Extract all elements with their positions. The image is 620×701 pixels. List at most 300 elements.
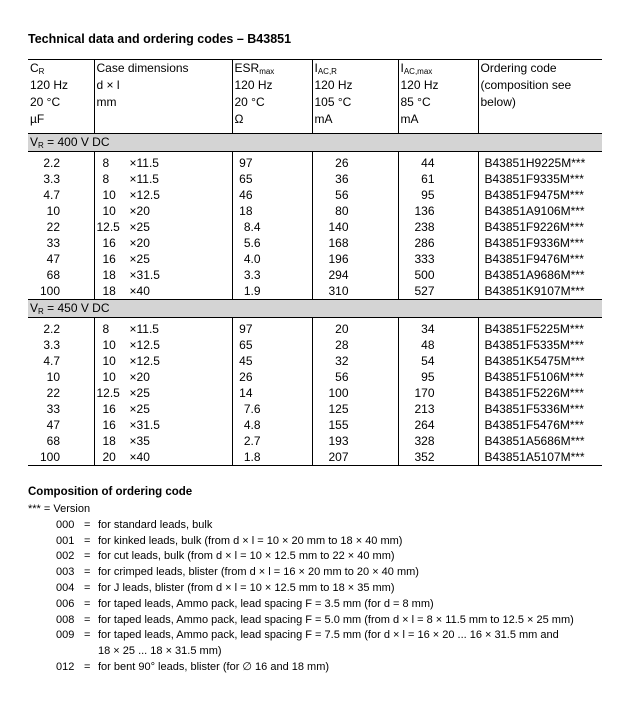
esr-cell — [232, 283, 312, 300]
iac-max-cell — [398, 385, 478, 401]
table-row — [28, 417, 602, 433]
header-subscript: AC,R — [317, 67, 337, 76]
iac-r-value: 207 — [328, 450, 349, 464]
esr-cell — [232, 433, 312, 449]
header-cell — [232, 94, 312, 111]
equals-sign: = — [84, 597, 91, 610]
header-label: below) — [480, 95, 516, 109]
iac-max-cell — [398, 337, 478, 353]
voltage-subscript: R — [38, 307, 44, 316]
version-item — [28, 518, 574, 534]
capacitance-value: 100 — [39, 450, 60, 464]
table-row — [28, 337, 602, 353]
composition-title: Composition of ordering code — [28, 486, 193, 498]
iac-max-value: 44 — [421, 156, 435, 170]
iac-max-value: 333 — [414, 252, 435, 266]
length-value: 40 — [136, 284, 150, 298]
case-dimensions-cell — [94, 401, 232, 417]
length-value: 25 — [136, 402, 150, 416]
iac-r-value: 193 — [328, 434, 349, 448]
case-dimensions-cell — [94, 187, 232, 203]
case-dimensions-cell — [94, 219, 232, 235]
ordering-code: B43851F9476M*** — [484, 252, 584, 266]
version-item — [28, 660, 574, 676]
length-value: 12.5 — [136, 338, 160, 352]
iac-max-cell — [398, 267, 478, 283]
esr-cell — [232, 401, 312, 417]
ordering-code: B43851F5106M*** — [484, 370, 584, 384]
ordering-code: B43851A9106M*** — [484, 204, 585, 218]
times-sign: × — [129, 402, 137, 416]
capacitance-value: 68 — [46, 268, 60, 282]
diameter-value: 10 — [102, 370, 116, 384]
iac-r-cell — [312, 187, 398, 203]
ordering-code: B43851F9475M*** — [484, 188, 584, 202]
times-sign: × — [129, 386, 137, 400]
iac-max-value: 170 — [414, 386, 435, 400]
times-sign: × — [129, 172, 137, 186]
ordering-code-cell — [478, 449, 602, 466]
capacitance-cell — [28, 251, 94, 267]
ordering-code-cell — [478, 417, 602, 433]
capacitance-value: 2.2 — [43, 156, 60, 170]
length-value: 20 — [136, 370, 150, 384]
length-value: 20 — [136, 204, 150, 218]
version-description: for kinked leads, bulk (from d × l = 10 × 20 mm to 18 × 40 mm) — [98, 534, 403, 547]
table-row — [28, 433, 602, 449]
capacitance-cell — [28, 401, 94, 417]
header-label: C — [30, 61, 39, 75]
case-dimensions-cell — [94, 417, 232, 433]
header-cell — [478, 94, 602, 111]
esr-value: 65 — [239, 338, 253, 352]
capacitance-cell — [28, 318, 94, 338]
ordering-code-cell — [478, 171, 602, 187]
equals-sign: = — [84, 613, 91, 626]
header-cell — [28, 77, 94, 94]
esr-value: 1.9 — [243, 284, 261, 298]
case-dimensions-cell — [94, 152, 232, 172]
iac-r-cell — [312, 385, 398, 401]
equals-sign: = — [84, 581, 91, 594]
table-row — [28, 171, 602, 187]
ordering-code-cell — [478, 187, 602, 203]
iac-r-value: 56 — [335, 188, 349, 202]
diameter-value: 8 — [102, 156, 110, 170]
ordering-code-cell — [478, 152, 602, 172]
header-label: Case dimensions — [96, 61, 189, 75]
header-label: 20 °C — [234, 95, 265, 109]
ordering-code: B43851A9686M*** — [484, 268, 585, 282]
times-sign: × — [129, 450, 137, 464]
times-sign: × — [129, 354, 137, 368]
esr-cell — [232, 152, 312, 172]
voltage-group-label — [28, 134, 602, 152]
capacitance-cell — [28, 385, 94, 401]
times-sign: × — [129, 156, 137, 170]
capacitance-value: 3.3 — [43, 172, 60, 186]
capacitance-cell — [28, 203, 94, 219]
header-row — [28, 60, 602, 78]
ordering-code: B43851A5686M*** — [484, 434, 585, 448]
case-dimensions-cell — [94, 433, 232, 449]
table-row — [28, 385, 602, 401]
header-cell — [28, 94, 94, 111]
iac-max-value: 61 — [421, 172, 435, 186]
diameter-value: 12.5 — [96, 220, 120, 234]
esr-value: 4.8 — [243, 418, 261, 432]
voltage-value: = 400 V DC — [43, 135, 110, 149]
header-cell — [94, 94, 232, 111]
page-title: Technical data and ordering codes – B43851 — [28, 32, 292, 46]
table-row — [28, 251, 602, 267]
ordering-code-cell — [478, 353, 602, 369]
header-label: 85 °C — [400, 95, 431, 109]
iac-r-cell — [312, 318, 398, 338]
iac-max-cell — [398, 369, 478, 385]
case-dimensions-cell — [94, 171, 232, 187]
iac-max-cell — [398, 417, 478, 433]
iac-max-value: 95 — [421, 188, 435, 202]
iac-max-cell — [398, 219, 478, 235]
length-value: 20 — [136, 236, 150, 250]
header-cell — [94, 77, 232, 94]
diameter-value: 8 — [102, 322, 110, 336]
version-item — [28, 628, 574, 644]
iac-max-cell — [398, 152, 478, 172]
diameter-value: 10 — [102, 354, 116, 368]
version-description: for crimped leads, blister (from d × l = 16 × 20 mm to 20 × 40 mm) — [98, 566, 419, 579]
capacitance-cell — [28, 267, 94, 283]
case-dimensions-cell — [94, 318, 232, 338]
capacitance-cell — [28, 433, 94, 449]
iac-max-cell — [398, 433, 478, 449]
iac-max-cell — [398, 353, 478, 369]
esr-cell — [232, 235, 312, 251]
capacitance-value: 33 — [46, 402, 60, 416]
iac-max-cell — [398, 401, 478, 417]
version-description: for taped leads, Ammo pack, lead spacing F = 3.5 mm (for d = 8 mm) — [98, 597, 434, 610]
diameter-value: 16 — [102, 236, 116, 250]
esr-cell — [232, 267, 312, 283]
ordering-code-cell — [478, 401, 602, 417]
length-value: 11.5 — [136, 172, 159, 186]
header-cell — [94, 111, 232, 128]
esr-cell — [232, 219, 312, 235]
header-label: 105 °C — [314, 95, 352, 109]
ordering-code: B43851F9226M*** — [484, 220, 584, 234]
iac-max-value: 34 — [421, 322, 435, 336]
case-dimensions-cell — [94, 385, 232, 401]
ordering-code-cell — [478, 219, 602, 235]
times-sign: × — [129, 252, 137, 266]
times-sign: × — [129, 236, 137, 250]
composition-section — [28, 486, 574, 676]
ordering-code: B43851F5335M*** — [484, 338, 584, 352]
capacitance-value: 4.7 — [43, 188, 60, 202]
header-subscript: AC,max — [403, 67, 433, 76]
capacitance-value: 3.3 — [43, 338, 60, 352]
esr-value: 7.6 — [243, 402, 261, 416]
esr-cell — [232, 385, 312, 401]
ordering-code-cell — [478, 283, 602, 300]
capacitance-cell — [28, 353, 94, 369]
table-row — [28, 219, 602, 235]
header-label: 120 Hz — [314, 78, 353, 92]
header-label: ESR — [234, 61, 260, 75]
ordering-code: B43851F9335M*** — [484, 172, 584, 186]
iac-r-cell — [312, 337, 398, 353]
header-row — [28, 77, 602, 94]
iac-r-value: 56 — [335, 370, 349, 384]
table-row — [28, 369, 602, 385]
capacitance-value: 47 — [46, 252, 60, 266]
iac-max-value: 54 — [421, 354, 435, 368]
equals-sign: = — [84, 566, 91, 579]
table-row — [28, 353, 602, 369]
iac-r-cell — [312, 171, 398, 187]
header-cell — [398, 94, 478, 111]
esr-value: 18 — [239, 204, 253, 218]
length-value: 25 — [136, 220, 150, 234]
iac-r-value: 80 — [335, 204, 349, 218]
capacitance-value: 10 — [46, 370, 60, 384]
capacitance-value: 68 — [46, 434, 60, 448]
equals-sign: = — [84, 550, 91, 563]
times-sign: × — [129, 188, 137, 202]
length-value: 25 — [136, 252, 150, 266]
header-cell — [312, 60, 398, 78]
table-row — [28, 401, 602, 417]
header-cell — [398, 111, 478, 128]
times-sign: × — [129, 268, 137, 282]
header-label: d × l — [96, 78, 120, 92]
esr-cell — [232, 369, 312, 385]
header-label: (composition see — [480, 78, 572, 92]
table-row — [28, 283, 602, 300]
header-label: mA — [314, 112, 333, 126]
esr-value: 5.6 — [243, 236, 261, 250]
header-label: 120 Hz — [400, 78, 439, 92]
header-label: I — [400, 61, 404, 75]
header-cell — [28, 60, 94, 78]
iac-r-cell — [312, 203, 398, 219]
header-cell — [312, 111, 398, 128]
capacitance-cell — [28, 449, 94, 466]
diameter-value: 16 — [102, 418, 116, 432]
iac-max-value: 527 — [414, 284, 435, 298]
times-sign: × — [129, 284, 137, 298]
table-row — [28, 187, 602, 203]
header-cell — [94, 60, 232, 78]
iac-max-cell — [398, 203, 478, 219]
table-row — [28, 235, 602, 251]
esr-cell — [232, 251, 312, 267]
iac-max-value: 238 — [414, 220, 435, 234]
version-description: for cut leads, bulk (from d × l = 10 × 12.5 mm to 22 × 40 mm) — [98, 550, 395, 563]
diameter-value: 10 — [102, 338, 116, 352]
capacitance-value: 47 — [46, 418, 60, 432]
header-cell — [232, 77, 312, 94]
header-cell — [28, 111, 94, 128]
version-code: 003 — [56, 566, 75, 579]
esr-value: 65 — [239, 172, 253, 186]
technical-data-table — [28, 59, 602, 466]
diameter-value: 12.5 — [96, 386, 120, 400]
capacitance-value: 100 — [39, 284, 60, 298]
version-description: for J leads, blister (from d × l = 10 × 12.5 mm to 18 × 35 mm) — [98, 581, 395, 594]
capacitance-value: 22 — [46, 220, 60, 234]
ordering-code-cell — [478, 203, 602, 219]
ordering-code: B43851F5476M*** — [484, 418, 584, 432]
ordering-code-cell — [478, 433, 602, 449]
version-item — [28, 534, 574, 550]
case-dimensions-cell — [94, 203, 232, 219]
iac-r-value: 196 — [328, 252, 349, 266]
diameter-value: 8 — [102, 172, 110, 186]
header-subscript: R — [38, 67, 45, 76]
ordering-code: B43851F5226M*** — [484, 386, 584, 400]
version-item — [28, 597, 574, 613]
iac-max-cell — [398, 449, 478, 466]
iac-r-cell — [312, 353, 398, 369]
iac-max-value: 328 — [414, 434, 435, 448]
version-code: 001 — [56, 534, 75, 547]
capacitance-cell — [28, 152, 94, 172]
iac-max-value: 136 — [414, 204, 435, 218]
diameter-value: 18 — [102, 284, 116, 298]
header-label: µF — [30, 112, 45, 126]
header-row — [28, 111, 602, 128]
iac-r-cell — [312, 251, 398, 267]
version-description: for taped leads, Ammo pack, lead spacing F = 7.5 mm (for d × l = 16 × 20 ... 16 × 31.5 mm and — [98, 629, 559, 642]
diameter-value: 16 — [102, 252, 116, 266]
version-description: for taped leads, Ammo pack, lead spacing F = 5.0 mm (from d × l = 8 × 11.5 mm to 12.5 × 25 mm) — [98, 613, 574, 626]
esr-value: 97 — [239, 156, 253, 170]
esr-value: 46 — [239, 188, 253, 202]
esr-cell — [232, 187, 312, 203]
case-dimensions-cell — [94, 337, 232, 353]
times-sign: × — [129, 322, 137, 336]
capacitance-value: 10 — [46, 204, 60, 218]
header-row — [28, 94, 602, 111]
diameter-value: 16 — [102, 402, 116, 416]
voltage-symbol: V — [30, 301, 39, 315]
version-description: for standard leads, bulk — [98, 518, 213, 531]
esr-value: 45 — [239, 354, 253, 368]
iac-r-cell — [312, 235, 398, 251]
case-dimensions-cell — [94, 353, 232, 369]
header-cell — [312, 94, 398, 111]
iac-max-value: 286 — [414, 236, 435, 250]
capacitance-cell — [28, 337, 94, 353]
ordering-code: B43851F9336M*** — [484, 236, 584, 250]
iac-r-cell — [312, 219, 398, 235]
iac-max-cell — [398, 251, 478, 267]
header-label: Ordering code — [480, 61, 557, 75]
iac-r-value: 168 — [328, 236, 349, 250]
length-value: 40 — [136, 450, 150, 464]
voltage-subscript: R — [38, 141, 44, 150]
iac-max-value: 48 — [421, 338, 435, 352]
version-code: 002 — [56, 550, 75, 563]
times-sign: × — [129, 220, 137, 234]
iac-r-value: 125 — [328, 402, 349, 416]
iac-r-cell — [312, 433, 398, 449]
voltage-group-label — [28, 300, 602, 318]
length-value: 12.5 — [136, 188, 160, 202]
iac-r-value: 28 — [335, 338, 349, 352]
esr-value: 26 — [239, 370, 253, 384]
version-line: *** = Version — [28, 503, 91, 515]
iac-r-cell — [312, 401, 398, 417]
iac-max-value: 95 — [421, 370, 435, 384]
length-value: 11.5 — [136, 156, 159, 170]
esr-value: 1.8 — [243, 450, 261, 464]
diameter-value: 20 — [102, 450, 116, 464]
case-dimensions-cell — [94, 283, 232, 300]
header-label: mm — [96, 95, 117, 109]
version-item — [28, 613, 574, 629]
capacitance-cell — [28, 187, 94, 203]
esr-cell — [232, 203, 312, 219]
iac-r-cell — [312, 449, 398, 466]
ordering-code-cell — [478, 369, 602, 385]
case-dimensions-cell — [94, 251, 232, 267]
times-sign: × — [129, 370, 137, 384]
version-item — [28, 549, 574, 565]
ordering-code-cell — [478, 318, 602, 338]
equals-sign: = — [84, 534, 91, 547]
header-label: 20 °C — [30, 95, 61, 109]
voltage-group-row — [28, 300, 602, 318]
ordering-code-cell — [478, 235, 602, 251]
capacitance-value: 33 — [46, 236, 60, 250]
equals-sign: = — [84, 629, 91, 642]
iac-max-value: 352 — [414, 450, 435, 464]
header-cell — [232, 111, 312, 128]
times-sign: × — [129, 418, 137, 432]
case-dimensions-cell — [94, 267, 232, 283]
version-code: 004 — [56, 581, 75, 594]
length-value: 25 — [136, 386, 150, 400]
header-cell — [312, 77, 398, 94]
capacitance-cell — [28, 417, 94, 433]
header-label: 120 Hz — [30, 78, 69, 92]
esr-cell — [232, 337, 312, 353]
iac-r-value: 32 — [335, 354, 349, 368]
ordering-code: B43851A5107M*** — [484, 450, 585, 464]
times-sign: × — [129, 434, 137, 448]
esr-value: 2.7 — [243, 434, 261, 448]
header-label: 120 Hz — [234, 78, 273, 92]
version-code: 006 — [56, 597, 75, 610]
capacitance-cell — [28, 283, 94, 300]
capacitance-value: 4.7 — [43, 354, 60, 368]
table-row — [28, 267, 602, 283]
times-sign: × — [129, 204, 137, 218]
ordering-code-cell — [478, 251, 602, 267]
iac-r-value: 20 — [335, 322, 349, 336]
diameter-value: 18 — [102, 268, 116, 282]
length-value: 31.5 — [136, 268, 160, 282]
esr-cell — [232, 171, 312, 187]
iac-max-cell — [398, 283, 478, 300]
version-code: 000 — [56, 518, 75, 531]
header-cell — [478, 77, 602, 94]
ordering-code: B43851F5336M*** — [484, 402, 584, 416]
iac-r-value: 26 — [335, 156, 349, 170]
